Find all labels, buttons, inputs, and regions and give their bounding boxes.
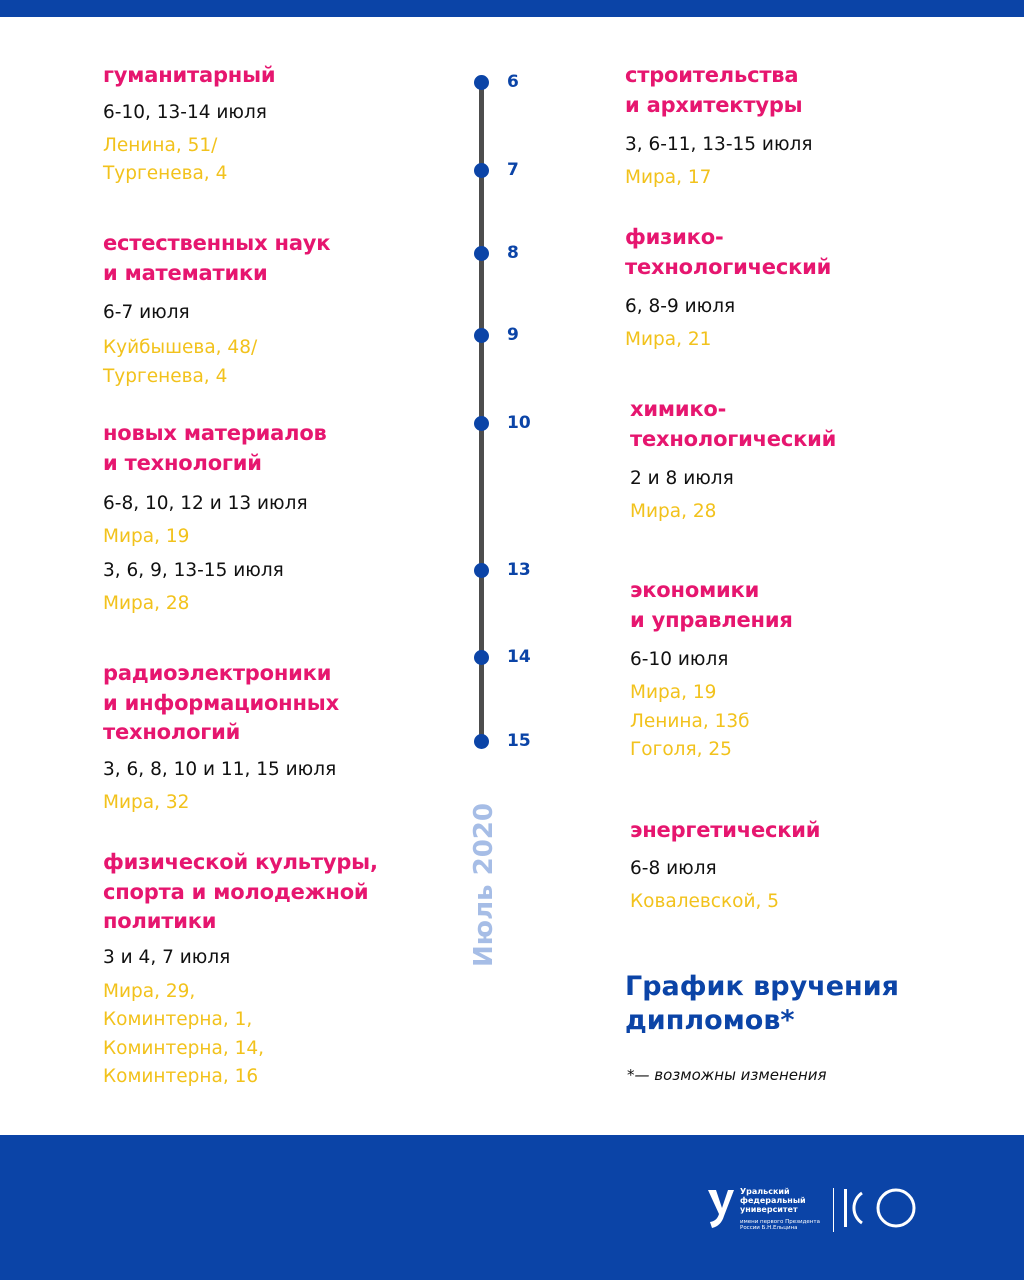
dates: 6-8, 10, 12 и 13 июля [103, 493, 308, 514]
address: Мира, 28 [630, 501, 717, 522]
timeline-day: 13 [507, 560, 531, 580]
institute-title: естественных наук [103, 231, 331, 255]
timeline-day: 15 [507, 731, 531, 751]
address: Коминтерна, 16 [103, 1066, 259, 1087]
timeline-dot [474, 246, 489, 261]
timeline-dot [474, 650, 489, 665]
address: Мира, 17 [625, 167, 712, 188]
centenary-logo-icon [840, 1183, 918, 1235]
institute-physical-culture [103, 848, 378, 1092]
institute-title: физической культуры, [103, 850, 378, 874]
timeline-day: 7 [507, 160, 519, 180]
institute-construction [625, 61, 812, 193]
address: Мира, 28 [103, 592, 190, 614]
institute-title: новых материалов [103, 421, 327, 445]
institute-title: радиоэлектроники [103, 661, 332, 685]
timeline-day: 10 [507, 413, 531, 433]
institute-humanities [103, 61, 275, 189]
institute-title: и информационных [103, 690, 339, 715]
address: Ленина, 13б [630, 710, 750, 732]
dates: 6-10 июля [630, 649, 729, 670]
dates: 6-10, 13-14 июля [103, 101, 267, 123]
timeline-dot [474, 416, 489, 431]
timeline-day: 6 [507, 72, 519, 92]
institute-title: физико- [625, 225, 724, 249]
institute-title: энергетический [630, 818, 821, 842]
address: Мира, 19 [630, 682, 717, 703]
institute-chemical-technology [630, 395, 836, 527]
institute-title: технологий [103, 720, 241, 744]
timeline-month-label: Июль 2020 [469, 802, 499, 967]
timeline-day: 8 [507, 243, 519, 263]
footnote: *— возможны изменения [627, 1066, 827, 1084]
timeline-dot [474, 328, 489, 343]
institute-title: и управления [630, 607, 793, 632]
address: Ковалевской, 5 [630, 890, 780, 912]
institute-title: политики [103, 909, 217, 933]
institute-energy [630, 816, 820, 916]
timeline-dot [474, 563, 489, 578]
institute-new-materials [103, 419, 327, 618]
timeline-day: 14 [507, 647, 531, 667]
institute-title: и архитектуры [625, 92, 803, 117]
schedule-title [625, 970, 899, 1038]
university-name [740, 1187, 806, 1214]
university-name-line: Уральский [740, 1187, 790, 1196]
dates: 2 и 8 июля [630, 468, 734, 489]
institute-title: технологический [625, 254, 832, 279]
institute-radioelectronics [103, 659, 339, 817]
address: Тургенева, 4 [103, 163, 228, 184]
institute-title: экономики [630, 578, 760, 602]
institute-title: химико- [630, 397, 727, 421]
address: Куйбышева, 48/ [103, 337, 258, 358]
institute-title: гуманитарный [103, 63, 276, 87]
institute-title: и математики [103, 260, 268, 285]
timeline-month [469, 797, 499, 972]
top-bar [0, 0, 1024, 17]
dates: 6, 8-9 июля [625, 296, 736, 317]
address: Гоголя, 25 [630, 739, 732, 760]
timeline-dot [474, 734, 489, 749]
institute-title: спорта и молодежной [103, 879, 369, 904]
schedule-title-line: дипломов* [625, 1005, 795, 1036]
timeline-dot [474, 163, 489, 178]
address: Тургенева, 4 [103, 365, 228, 387]
address: Коминтерна, 1, [103, 1009, 253, 1030]
timeline-day: 9 [507, 325, 519, 345]
institute-title: и технологий [103, 450, 262, 475]
institute-physics-technology [625, 223, 831, 355]
schedule-title-line: График вручения [625, 971, 899, 1002]
institute-title: технологический [630, 426, 837, 451]
institute-economics [630, 576, 793, 765]
institute-natural-sciences [103, 229, 330, 391]
dates: 3 и 4, 7 июля [103, 946, 231, 968]
logo-divider [833, 1188, 834, 1232]
university-subtitle-line: России Б.Н.Ельцина [740, 1225, 798, 1231]
dates: 3, 6, 8, 10 и 11, 15 июля [103, 758, 337, 780]
dates: 6-8 июля [630, 857, 717, 879]
university-subtitle-line: имени первого Президента [740, 1219, 820, 1225]
university-subtitle [740, 1219, 820, 1231]
dates: 6-7 июля [103, 302, 190, 323]
address: Мира, 19 [103, 526, 190, 547]
timeline-line [479, 82, 484, 742]
address: Ленина, 51/ [103, 134, 218, 156]
address: Коминтерна, 14, [103, 1037, 265, 1059]
urfu-logo-icon [706, 1186, 736, 1232]
university-name-line: университет [740, 1205, 798, 1214]
timeline-dot [474, 75, 489, 90]
address: Мира, 32 [103, 791, 190, 813]
address: Мира, 29, [103, 980, 196, 1002]
university-name-line: федеральный [740, 1196, 806, 1205]
dates: 3, 6, 9, 13-15 июля [103, 559, 284, 581]
dates: 3, 6-11, 13-15 июля [625, 134, 813, 155]
institute-title: строительства [625, 63, 799, 87]
address: Мира, 21 [625, 329, 712, 350]
